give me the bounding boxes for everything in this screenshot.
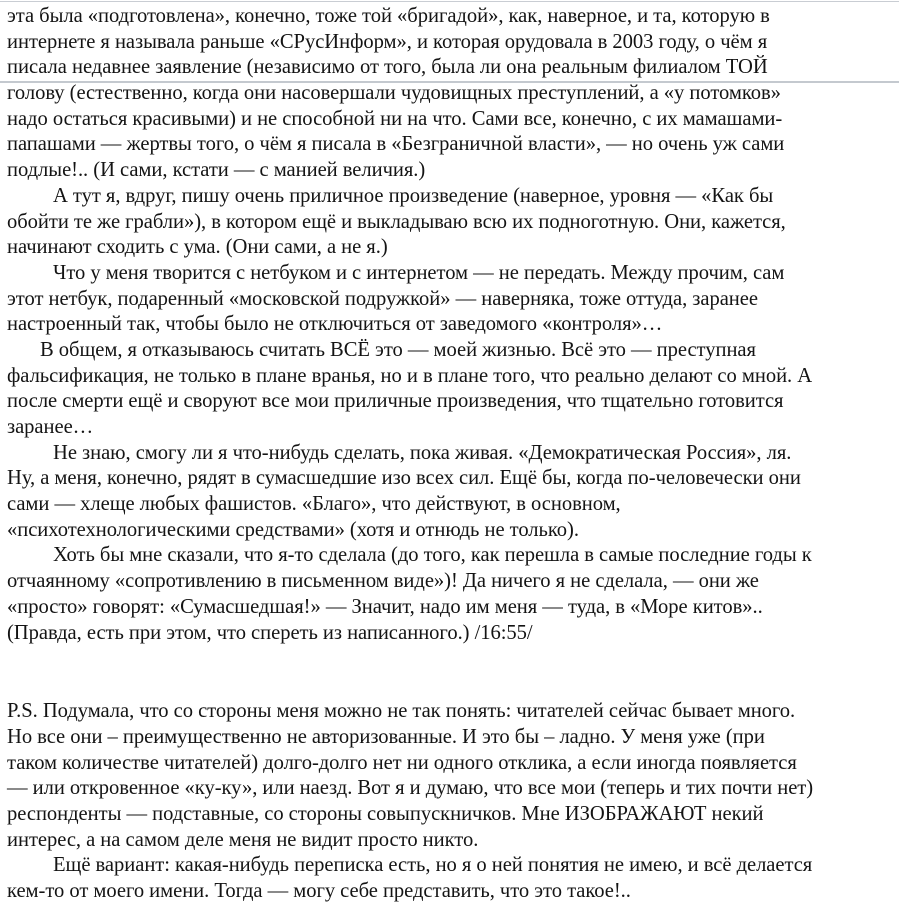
document-body bbox=[7, 4, 899, 905]
text-line: сами — хлеще любых фашистов. «Благо», что действуют, в основном, bbox=[7, 493, 621, 516]
text-line: Ну, а меня, конечно, рядят в сумасшедшие изо всех сил. Ещё бы, когда по-человечески они bbox=[7, 467, 801, 490]
text-line: таком количестве читателей) долго-долго нет ни одного отклика, а если иногда появляется bbox=[7, 751, 797, 774]
text-line: настроенный так, чтобы было не отключиться от заведомого «контроля»… bbox=[7, 313, 663, 336]
paragraph-gap bbox=[7, 646, 899, 699]
text-line: «психотехнологическими средствами» (хотя и отнюдь не только). bbox=[7, 518, 579, 541]
paragraph-start-line: В общем, я отказываюсь считать ВСЁ это — моей жизнью. Всё это — преступная bbox=[40, 338, 756, 361]
text-line: Но все они – преимущественно не авторизованные. И это бы – ладно. У меня уже (при bbox=[7, 725, 765, 748]
text-line: фальсификация, не только в плане вранья, но и в плане того, что реально делают со мной. А bbox=[7, 364, 813, 387]
timestamp-line: (Правда, есть при этом, что спереть из написанного.) /16:55/ bbox=[7, 621, 533, 644]
text-line: обойти те же грабли»), в котором ещё и выкладываю всю их подноготную. Они, кажется, bbox=[7, 210, 786, 233]
paragraph-start-line: Не знаю, смогу ли я что-нибудь сделать, пока живая. «Демократическая Россия», ля. bbox=[53, 441, 792, 464]
paragraph-start-line: Ещё вариант: какая-нибудь переписка есть, но я о ней понятия не имею, и всё делается bbox=[53, 854, 813, 877]
text-line: отчаянному «сопротивлению в письменном виде»)! Да ничего я не сделала, — они же bbox=[7, 570, 759, 593]
text-line: начинают сходить с ума. (Они сами, а не я.) bbox=[7, 236, 388, 259]
text-line: интерес, а на самом деле меня не видит просто никто. bbox=[7, 828, 479, 851]
paragraph-start-line: Что у меня творится с нетбуком и с интернетом — не передать. Между прочим, сам bbox=[53, 261, 785, 284]
page-top-divider bbox=[0, 1, 899, 2]
text-line: после смерти ещё и своруют все мои приличные произведения, что тщательно готовится bbox=[7, 390, 784, 413]
text-line: «просто» говорят: «Сумасшедшая!» — Значит, надо им меня — туда, в «Море китов».. bbox=[7, 595, 763, 618]
text-line: заранее… bbox=[7, 416, 94, 438]
paragraph-start-line: А тут я, вдруг, пишу очень приличное произведение (наверное, уровня — «Как бы bbox=[53, 184, 774, 207]
text-line: голову (естественно, когда они насовершали чудовищных преступлений, а «у потомков» bbox=[7, 82, 781, 105]
text-line: респонденты — подставные, со стороны совыпускничков. Мне ИЗОБРАЖАЮТ некий bbox=[7, 802, 764, 825]
main-text-block bbox=[7, 4, 899, 646]
postscript-block bbox=[7, 699, 899, 905]
text-line: папашами — жертвы того, о чём я писала в «Безграничной власти», — но очень уж сами bbox=[7, 133, 785, 156]
postscript-heading-line: P.S. Подумала, что со стороны меня можно не так понять: читателей сейчас бывает много. bbox=[7, 700, 796, 723]
text-line: писала недавнее заявление (независимо от того, была ли она реальным филиалом ТОЙ bbox=[7, 56, 768, 79]
text-line: кем-то от моего имени. Тогда — могу себе представить, что это такое!.. bbox=[7, 880, 631, 902]
text-line: надо остаться красивыми) и не способной ни на что. Сами все, конечно, с их мамашами- bbox=[7, 107, 783, 130]
paragraph-start-line: Хоть бы мне сказали, что я-то сделала (до того, как перешла в самые последние годы к bbox=[53, 544, 812, 567]
text-line: подлые!.. (И сами, кстати — с манией величия.) bbox=[7, 159, 426, 182]
text-line: этот нетбук, подаренный «московской подружкой» — наверняка, тоже оттуда, заранее bbox=[7, 287, 758, 310]
text-line: эта была «подготовлена», конечно, тоже той «бригадой», как, наверное, и та, которую в bbox=[7, 5, 770, 27]
text-line: — или откровенное «ку-ку», или наезд. Вот я и думаю, что все мои (теперь и тих почти нет) bbox=[7, 777, 814, 800]
text-line: интернете я называла раньше «СРусИнформ», и которая орудовала в 2003 году, о чём я bbox=[7, 30, 768, 53]
